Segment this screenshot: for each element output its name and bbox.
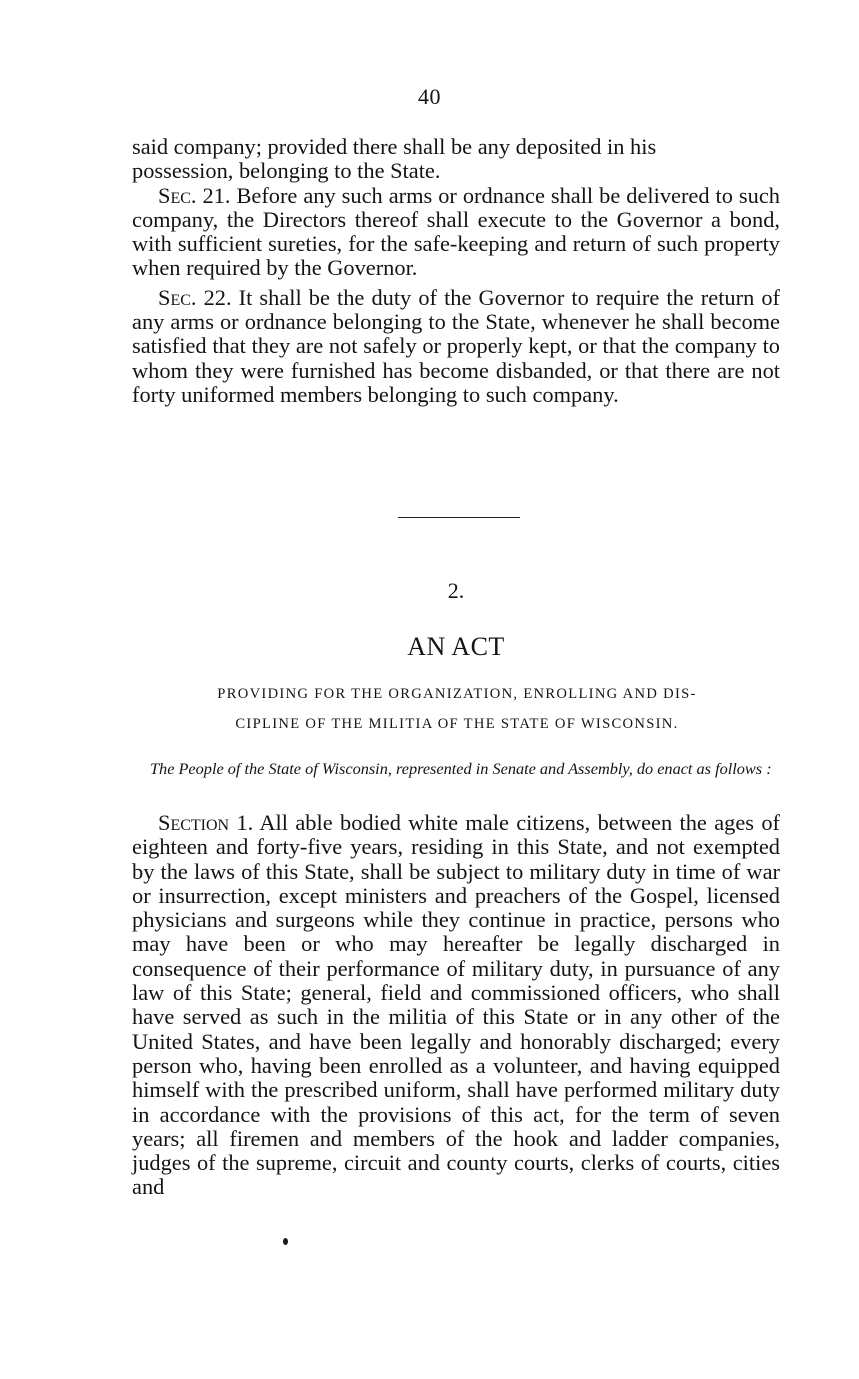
section-1-text: All able bodied white male citizens, between the ages of eighteen and forty-five years, residing in this State, and not exempted by the laws of this State, shall be subject to military duty in time of war or insurrection, except ministers and preachers of the Gospel, licensed physicians and surgeons while they continue in practice, persons who may have been or who may hereafter be legally discharged in consequence of their performance of military duty, in pursuance of any law of this State; general, field and commissioned officers, who shall have served as such in the militia of this State or in any other of the United States, and have been legally and honorably discharged; every person who, having been enrolled as a volunteer, and having equipped himself with the prescribed uniform, shall have performed military duty in accordance with the provisions of this act, for the term of seven years; all firemen and members of the hook and ladder companies, judges of the supreme, circuit and county courts, clerks of courts, cities and bbox=[132, 810, 781, 1200]
section-divider bbox=[398, 517, 520, 518]
section-22-text: It shall be the duty of the Governor to require the return of any arms or ordnance belonging to the State, whenever he shall become satisfied that they are not safely or properly kept, or that the company to whom they were furnished has become disbanded, or that there are not forty uniformed members belonging to such company. bbox=[132, 284, 780, 407]
section-1 bbox=[132, 811, 780, 1200]
act-title bbox=[138, 679, 776, 739]
page-number: 40 bbox=[418, 84, 441, 109]
section-22-label: Sec. 22. bbox=[158, 284, 232, 310]
section-21-label: Sec. 21. bbox=[158, 182, 231, 208]
continuation-line-1: said company; provided there shall be any deposited in his bbox=[132, 134, 657, 159]
section-21 bbox=[132, 184, 780, 281]
act-number: 2. bbox=[447, 578, 465, 603]
section-22 bbox=[132, 286, 780, 407]
section-21-text: Before any such arms or ordnance shall be delivered to such company, the Directors thereof shall execute to the Governor a bond, with sufficient sureties, for the safe-keeping and return of such property when required by the Governor. bbox=[132, 182, 780, 281]
act-title-line-2: CIPLINE OF THE MILITIA OF THE STATE OF WISCONSIN. bbox=[235, 716, 679, 732]
act-title-line-1: PROVIDING FOR THE ORGANIZATION, ENROLLING AND DIS- bbox=[217, 686, 697, 702]
act-heading: AN ACT bbox=[407, 632, 505, 661]
continuation-line-2: possession, belonging to the State. bbox=[132, 158, 441, 184]
section-1-label: Section 1. bbox=[158, 810, 254, 835]
ink-speck bbox=[283, 1238, 288, 1245]
section-continuation bbox=[132, 135, 780, 407]
enacting-clause: The People of the State of Wisconsin, represented in Senate and Assembly, do enact as follows : bbox=[150, 759, 772, 778]
